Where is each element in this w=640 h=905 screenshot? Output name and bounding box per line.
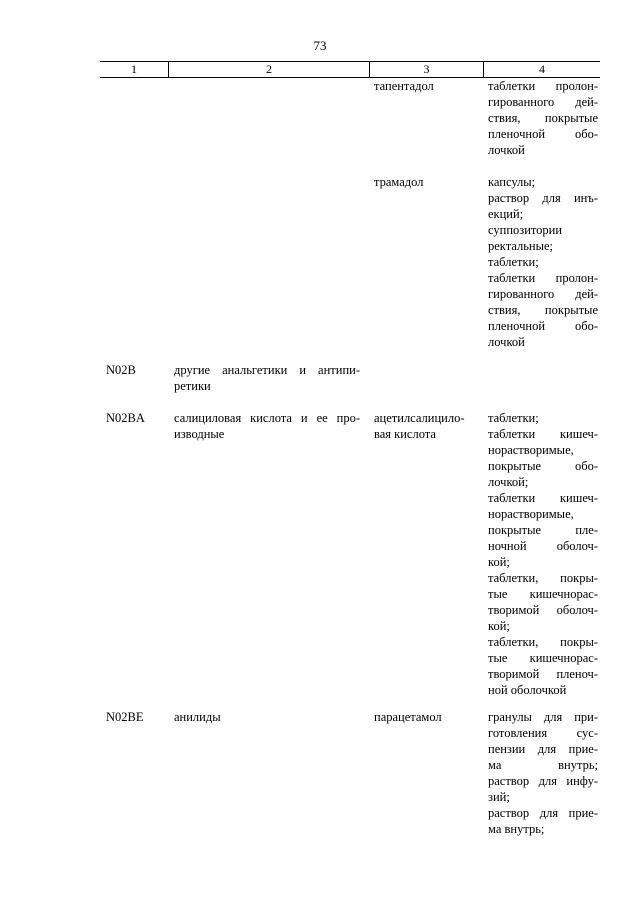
forms-line: таблетки; bbox=[488, 255, 539, 269]
drug-line: парацетамол bbox=[374, 710, 442, 724]
forms-line: пленочной обо- bbox=[488, 319, 598, 333]
atc-code: N02BE bbox=[106, 710, 144, 724]
atc-code: N02B bbox=[106, 363, 136, 377]
forms-line: ночной оболоч- bbox=[488, 539, 598, 553]
forms-line: раствор для инъ- bbox=[488, 191, 598, 205]
cell-forms bbox=[488, 174, 598, 350]
forms-line: творимой оболоч- bbox=[488, 603, 598, 617]
cell-drug bbox=[374, 410, 476, 442]
forms-line: тые кишечнорас- bbox=[488, 651, 598, 665]
cell-forms bbox=[488, 410, 598, 698]
forms-line: лочкой; bbox=[488, 475, 529, 489]
page-number: 73 bbox=[313, 38, 327, 53]
cell-drug bbox=[374, 78, 476, 94]
forms-line: гированного дей- bbox=[488, 287, 598, 301]
forms-line: лочкой bbox=[488, 143, 525, 157]
cell-forms bbox=[488, 709, 598, 837]
forms-line: таблетки, покры- bbox=[488, 571, 598, 585]
forms-line: ректальные; bbox=[488, 239, 554, 253]
cell-group bbox=[174, 362, 360, 394]
drug-line: тапентадол bbox=[374, 79, 434, 93]
forms-line: норастворимые, bbox=[488, 443, 574, 457]
forms-line: екций; bbox=[488, 207, 524, 221]
table-header bbox=[100, 61, 600, 78]
cell-forms bbox=[488, 78, 598, 158]
forms-line: раствор для инфу- bbox=[488, 774, 598, 788]
forms-line: пленочной обо- bbox=[488, 127, 598, 141]
forms-line: зий; bbox=[488, 790, 510, 804]
forms-line: ствия, покрытые bbox=[488, 111, 598, 125]
forms-line: ма внутрь; bbox=[488, 822, 545, 836]
forms-line: таблетки, покры- bbox=[488, 635, 598, 649]
forms-line: гранулы для при- bbox=[488, 710, 598, 724]
forms-line: ствия, покрытые bbox=[488, 303, 598, 317]
atc-code: N02BA bbox=[106, 411, 145, 425]
group-line: салициловая кислота и ее про- bbox=[174, 411, 360, 425]
group-line: изводные bbox=[174, 427, 225, 441]
forms-line: таблетки; bbox=[488, 411, 539, 425]
forms-line: суппозитории bbox=[488, 223, 563, 237]
forms-line: покрытые пле- bbox=[488, 523, 598, 537]
forms-line: капсулы; bbox=[488, 175, 536, 189]
group-line: ретики bbox=[174, 379, 211, 393]
forms-line: раствор для прие- bbox=[488, 806, 598, 820]
drug-line: вая кислота bbox=[374, 427, 436, 441]
forms-line: кой; bbox=[488, 619, 510, 633]
forms-line: покрытые обо- bbox=[488, 459, 598, 473]
cell-drug bbox=[374, 174, 476, 190]
header-col-2: 2 bbox=[266, 62, 272, 76]
forms-line: тые кишечнорас- bbox=[488, 587, 598, 601]
drug-line: трамадол bbox=[374, 175, 424, 189]
forms-line: таблетки пролон- bbox=[488, 79, 598, 93]
forms-line: ма внутрь; bbox=[488, 758, 598, 772]
cell-group bbox=[174, 709, 360, 725]
forms-line: лочкой bbox=[488, 335, 525, 349]
group-line: анилиды bbox=[174, 710, 221, 724]
forms-line: норастворимые, bbox=[488, 507, 574, 521]
forms-line: ной оболочкой bbox=[488, 683, 567, 697]
forms-line: готовления сус- bbox=[488, 726, 598, 740]
forms-line: таблетки пролон- bbox=[488, 271, 598, 285]
forms-line: таблетки кишеч- bbox=[488, 427, 598, 441]
forms-line: гированного дей- bbox=[488, 95, 598, 109]
forms-line: кой; bbox=[488, 555, 510, 569]
forms-line: пензии для прие- bbox=[488, 742, 598, 756]
header-col-1: 1 bbox=[131, 62, 137, 76]
drug-line: ацетилсалицило- bbox=[374, 411, 465, 425]
cell-group bbox=[174, 410, 360, 442]
forms-line: таблетки кишеч- bbox=[488, 491, 598, 505]
header-col-4: 4 bbox=[539, 62, 545, 76]
header-col-3: 3 bbox=[423, 62, 430, 76]
cell-code bbox=[106, 709, 166, 725]
group-line: другие анальгетики и антипи- bbox=[174, 363, 360, 377]
cell-code bbox=[106, 362, 166, 378]
cell-code bbox=[106, 410, 166, 426]
forms-line: творимой пленоч- bbox=[488, 667, 598, 681]
cell-drug bbox=[374, 709, 476, 725]
